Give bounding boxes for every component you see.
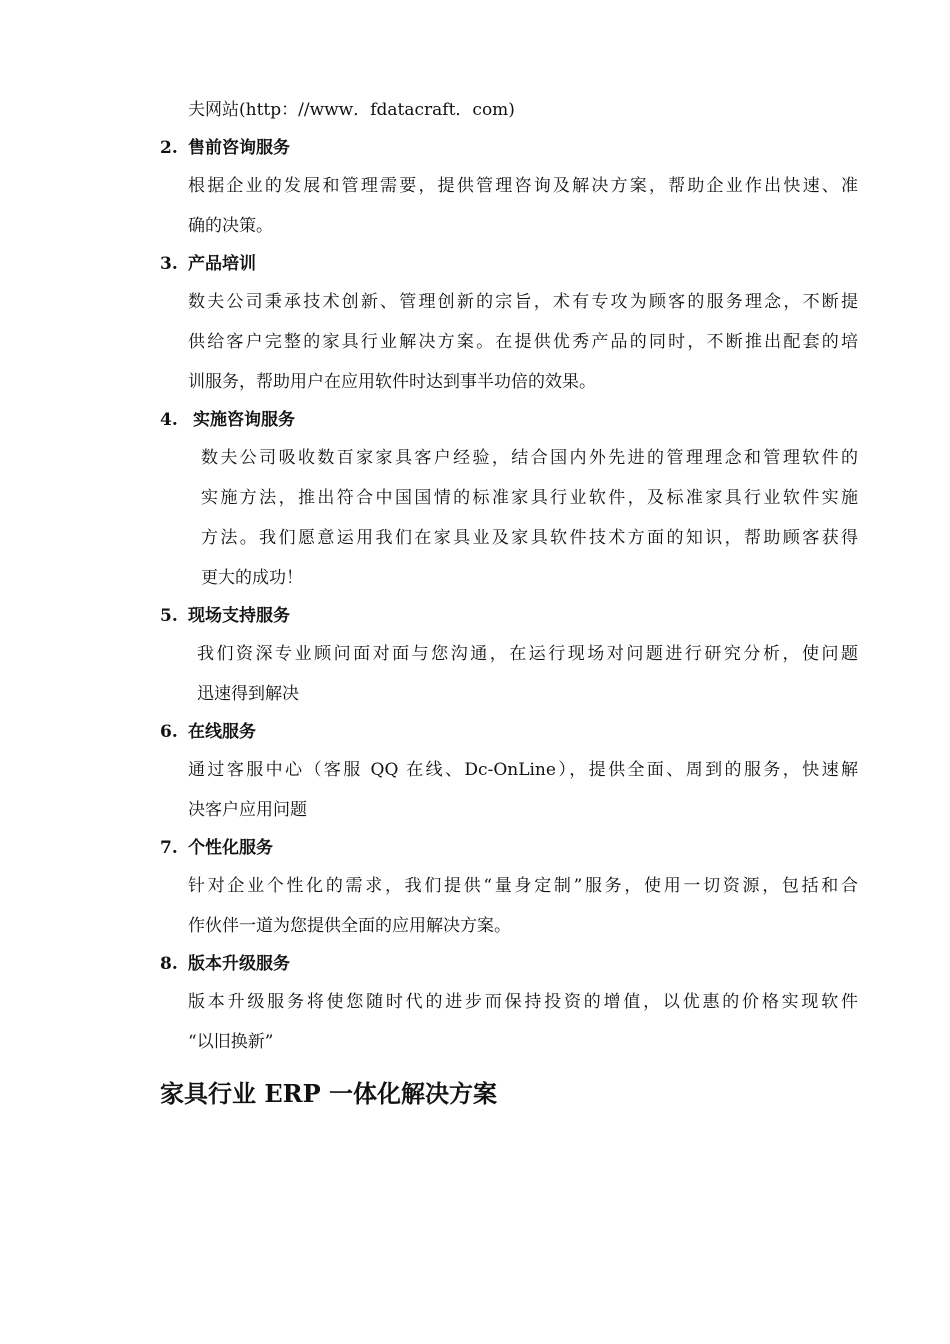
paragraph-line: 作伙伴一道为您提供全面的应用解决方案。: [188, 916, 511, 936]
item-heading-product-training: 产品培训: [188, 254, 256, 274]
item-number: 2.: [160, 138, 178, 158]
item-number: 5.: [160, 606, 178, 626]
item-number: 6.: [160, 722, 178, 742]
paragraph-line: 数夫公司秉承技术创新、管理创新的宗旨，术有专攻为顾客的服务理念，不断提: [188, 292, 858, 312]
paragraph-line: 训服务，帮助用户在应用软件时达到事半功倍的效果。: [188, 372, 596, 392]
paragraph-line: 供给客户完整的家具行业解决方案。在提供优秀产品的同时，不断推出配套的培: [188, 332, 858, 352]
paragraph-line: 方法。我们愿意运用我们在家具业及家具软件技术方面的知识，帮助顾客获得: [201, 528, 858, 548]
item-heading-presales-consulting: 售前咨询服务: [188, 138, 290, 158]
paragraph-line: 实施方法，推出符合中国国情的标准家具行业软件，及标准家具行业软件实施: [201, 488, 858, 508]
paragraph-line: 我们资深专业顾问面对面与您沟通，在运行现场对问题进行研究分析，使问题: [197, 644, 858, 664]
paragraph-line: 根据企业的发展和管理需要，提供管理咨询及解决方案，帮助企业作出快速、准: [188, 176, 858, 196]
paragraph-line: 迅速得到解决: [197, 684, 299, 704]
paragraph-line: 决客户应用问题: [188, 800, 307, 820]
item-number: 8.: [160, 954, 178, 974]
item-heading-implementation-consulting: 实施咨询服务: [193, 410, 295, 430]
paragraph-line: 确的决策。: [188, 216, 273, 236]
paragraph-line: “以旧换新”: [188, 1032, 274, 1052]
section-title: 家具行业 ERP 一体化解决方案: [160, 1079, 497, 1108]
item-number: 7.: [160, 838, 178, 858]
item-number: 3.: [160, 254, 178, 274]
item-heading-personalized-service: 个性化服务: [188, 838, 273, 858]
paragraph-line: 针对企业个性化的需求，我们提供“量身定制”服务，使用一切资源，包括和合: [188, 876, 858, 896]
paragraph-line: 通过客服中心（客服 QQ 在线、Dc-OnLine），提供全面、周到的服务，快速解: [188, 760, 858, 780]
paragraph-line: 版本升级服务将使您随时代的进步而保持投资的增值，以优惠的价格实现软件: [188, 992, 858, 1012]
paragraph-line: 数夫公司吸收数百家家具客户经验，结合国内外先进的管理理念和管理软件的: [201, 448, 858, 468]
item-heading-onsite-support: 现场支持服务: [188, 606, 290, 626]
website-line: 夫网站(http：//www．fdatacraft．com): [188, 100, 515, 120]
item-number: 4.: [160, 410, 178, 430]
item-heading-online-service: 在线服务: [188, 722, 256, 742]
paragraph-line: 更大的成功！: [201, 568, 303, 588]
item-heading-version-upgrade: 版本升级服务: [188, 954, 290, 974]
